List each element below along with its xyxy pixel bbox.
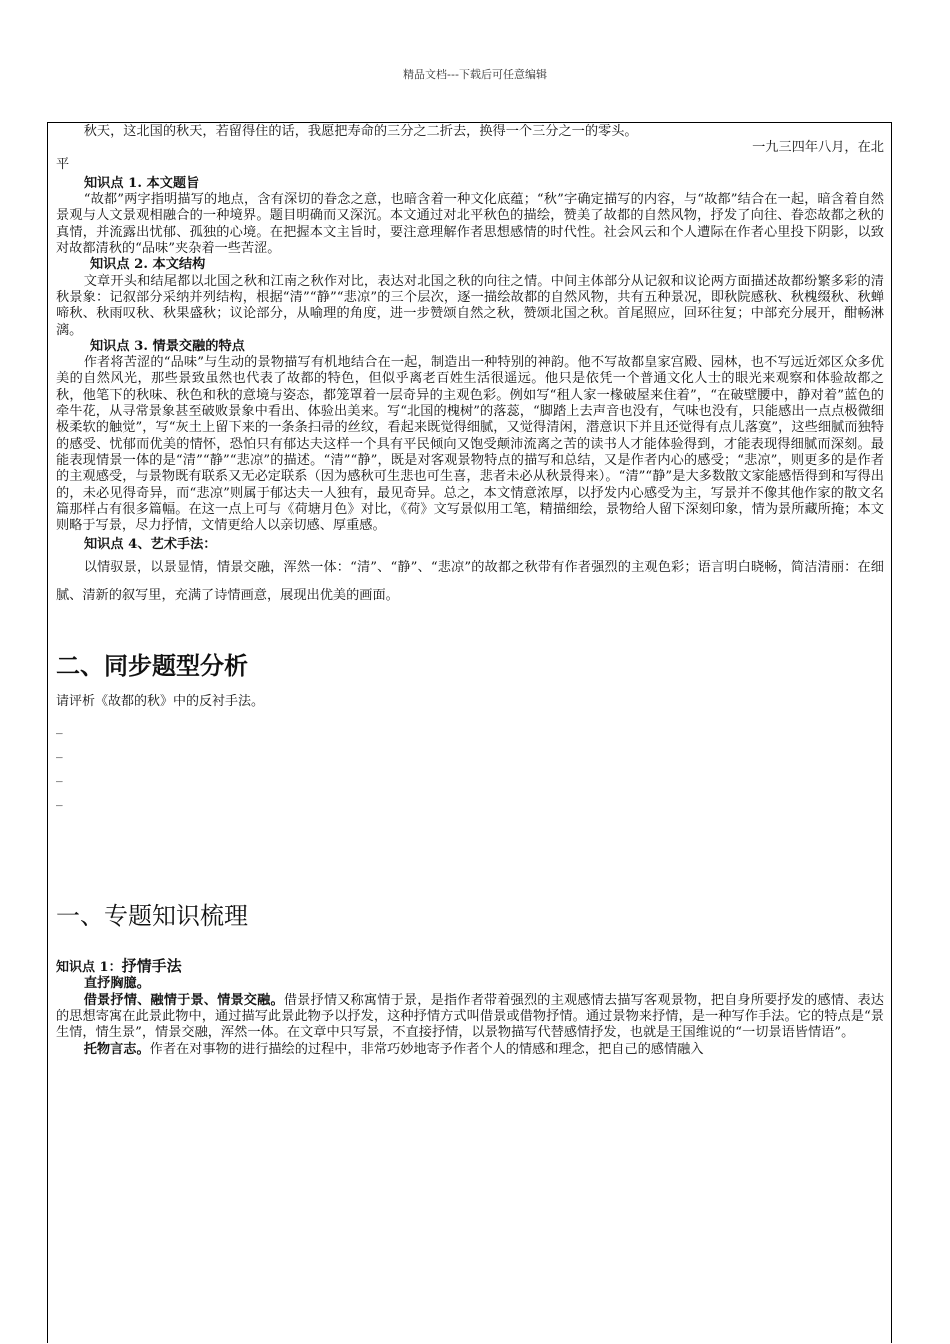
paragraph-object xyxy=(56,1042,884,1058)
answer-blank: _ xyxy=(56,720,63,736)
date-line-cont: 平 xyxy=(56,156,70,172)
scene-bold: 借景抒情、融情于景、情景交融。 xyxy=(83,992,284,1008)
kp3-title: 知识点 3. 情景交融的特点 xyxy=(90,338,245,354)
kp2-body: 文章开头和结尾都以北国之秋和江南之秋作对比，表达对北国之秋的向往之情。中间主体部分从记叙和议论两方面描述故都纷繁多彩的清秋景象：记叙部分采纳并列结构，根据“清”“静”“悲凉”的三个层次，逐一描绘故都的自然风物，共有五种景况，即秋院感秋、秋槐缀秋、秋蝉啼秋、秋雨叹秋、秋果盛秋；议论部分，从喻理的角度，进一步赞颂自然之秋，赞颂北国之秋。首尾照应，回环往复；中部充分展开，酣畅淋漓。 xyxy=(56,273,884,338)
answer-blank: _ xyxy=(56,792,63,808)
answer-blank: _ xyxy=(56,744,63,760)
kp1-title: 知识点 1. 本文题旨 xyxy=(84,175,200,191)
object-body: 作者在对事物的进行描绘的过程中，非常巧妙地寄予作者个人的情感和理念，把自己的感情融入 xyxy=(149,1041,704,1057)
kp3-body: 作者将苦涩的“品味”与生动的景物描写有机地结合在一起，制造出一种特别的神韵。他不写故都皇家宫殿、园林，也不写远近郊区众多优美的自然风光，那些景致虽然也代表了故都的特色，但似乎离老百姓生活很遥远。他只是依凭一个普通文化人士的眼光来观察和体验故都之秋，他笔下的秋味、秋色和秋的意境与姿态，都笼罩着一层奇异的主观色彩。例如写“租人家一椽破屋来住着”，“在破壁腰中，静对着”蓝色的牵牛花，从寻常景象甚至破败景象中看出、体验出美来。写“北国的槐树”的落蕊，“脚踏上去声音也没有，气味也没有，只能感出一点点极微细极柔软的触觉”，写“灰土上留下来的一条条扫帚的丝纹，看起来既觉得细腻，又觉得清闲，潜意识下并且还觉得有点儿落寞”，这些细腻而独特的感受、忧郁而优美的情怀，恐怕只有郁达夫这样一个具有平民倾向又饱受颠沛流离之苦的读书人才能体验得到，才能表现得细腻而深刻。最能表现情景一体的是“清”“静”“悲凉”的描述。“清”“静”，既是对客观景物特点的描写和总结，又是作者内心的感受；“悲凉”，则更多的是作者的主观感受，与景物既有联系又无必定联系（因为感秋可生悲也可生喜，悲者未必从秋景得来）。“清”“静”是大多数散文家能感悟得到和写得出的，未必见得奇异，而“悲凉”则属于郁达夫一人独有，最见奇异。总之，本文情意浓厚，以抒发内心感受为主，写景并不像其他作家的散文名篇那样占有很多篇幅。在这一点上可与《荷塘月色》对比，《荷》文写景似用工笔，精描细绘，景物给人留下深刻印象，情为景所藏所掩；本文则略于写景，尽力抒情，文情更给人以亲切感、厚重感。 xyxy=(56,355,884,534)
section1-kp-title xyxy=(56,958,884,976)
question-text: 请评析《故都的秋》中的反衬手法。 xyxy=(56,693,265,709)
scene-body: 借景抒情又称寓情于景，是指作者带着强烈的主观感情去描写客观景物，把自身所要抒发的感情、表达的思想寄寓在此景此物中，通过描写此景此物予以抒发，这种抒情方式叫借景或借物抒情。通过景物来抒情，是一种写作手法。它的特点是“景生情，情生景”，情景交融，浑然一体。在文章中只写景，不直接抒情，以景物描写代替感情抒发，也就是王国维说的“一切景语皆情语”。 xyxy=(56,992,884,1041)
kp4-body: 以情驭景，以景显情，情景交融，浑然一体：“清”、“静”、“悲凉”的故都之秋带有作者强烈的主观色彩；语言明白晓畅，简洁清丽：在细腻、清新的叙写里，充满了诗情画意，展现出优美的画面。 xyxy=(56,559,884,603)
object-bold: 托物言志。 xyxy=(83,1041,150,1057)
page-header: 精品文档---下载后可任意编辑 xyxy=(403,68,547,81)
kp4-title: 知识点 4、艺术手法： xyxy=(84,537,217,553)
quote-line: 秋天，这北国的秋天，若留得住的话，我愿把寿命的三分之二折去，换得一个三分之一的零头。 xyxy=(83,124,638,139)
kp2-title: 知识点 2. 本文结构 xyxy=(90,257,206,273)
document-body xyxy=(56,124,884,1058)
kp1-body: “故都”两字指明描写的地点，含有深切的眷念之意，也暗含着一种文化底蕴；“秋”字确定描写的内容，与“故都”结合在一起，暗含着自然景观与人文景观相融合的一种境界。题目明确而又深沉。本文通过对北平秋色的描绘，赞美了故都的自然风物，抒发了向往、眷恋故都之秋的真情，并流露出忧郁、孤独的心境。在把握本文主旨时，要注意理解作者思想感情的时代性。社会风云和个人遭际在作者心里投下阴影，以致对故都清秋的“品味”夹杂着一些苦涩。 xyxy=(56,192,884,257)
date-line: 一九三四年八月，在北 xyxy=(752,140,884,156)
kp-label: 知识点 1： xyxy=(56,960,122,976)
section1-heading: 一、专题知识梳理 xyxy=(56,902,248,931)
kp-name: 抒情手法 xyxy=(121,957,182,976)
paragraph-scene xyxy=(56,993,884,1042)
section2-heading: 二、同步题型分析 xyxy=(56,651,248,680)
subhead-direct: 直抒胸臆。 xyxy=(84,976,150,992)
answer-blank: _ xyxy=(56,768,63,784)
